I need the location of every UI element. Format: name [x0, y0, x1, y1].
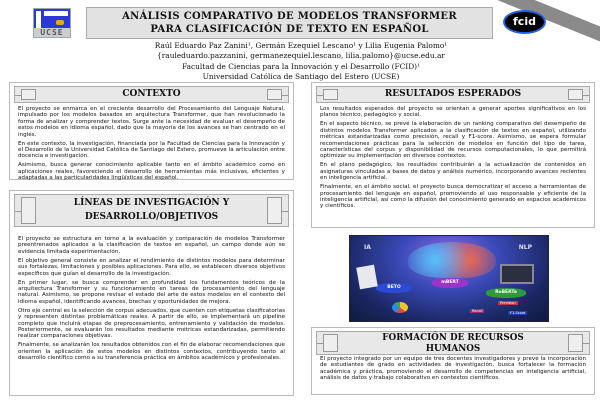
model-beto: BETO	[376, 283, 412, 293]
paragraph: El proyecto se enmarca en el creciente desarrollo del Procesamiento del Lenguaje Natural, impulsado por los modelos basados en arquitectura Transformer, que han revolucionado la forma de analizar y comprender textos. Surge ante la necesidad de evaluar el desempeño de estos modelos en idioma español, dado que la mayoría de los avances se han centrado en el inglés.	[18, 106, 285, 138]
section-contexto	[9, 82, 294, 180]
heading-ornament-right	[568, 89, 583, 100]
paragraph: En este contexto, la investigación, financiada por la Facultad de Ciencias para la Innovación y el Desarrollo de la Universidad Católica de Santiago del Estero, promueve la articulación entre docencia e investigación.	[18, 140, 285, 160]
section-heading: RESULTADOS ESPERADOS	[316, 86, 590, 103]
laptop-icon	[500, 264, 534, 284]
section-formacion-recursos	[311, 327, 595, 395]
heading-ornament-left	[323, 334, 338, 352]
heading-ornament-right	[267, 197, 282, 224]
section-lineas-investigacion	[9, 190, 294, 396]
ai-nlp-illustration	[349, 235, 549, 322]
poster-title	[86, 7, 493, 39]
section-heading: LÍNEAS DE INVESTIGACIÓN Y DESARROLLO/OBJETIVOS	[14, 194, 289, 227]
label-nlp: NLP	[518, 244, 532, 251]
section-resultados-esperados	[311, 82, 595, 228]
paragraph: Finalmente, se analizarán los resultados obtenidos con el fin de elaborar recomendaciones que orienten la aplicación de estos modelos en distintos contextos, contribuyendo tanto al desarrollo científico como a su transferencia práctica en ámbitos académicos y profesionales.	[18, 342, 285, 362]
heading-ornament-left	[21, 197, 36, 224]
metric-f1: F1-Score	[510, 311, 526, 315]
metric-recall: Recall	[472, 309, 483, 313]
paragraph: El objetivo general consiste en analizar el rendimiento de distintos modelos para determinar sus fortalezas, limitaciones y posibles aplicaciones. Para ello, se establecen diversos objetivos específicos que guían el desarrollo de la investigación.	[18, 257, 285, 277]
paragraph: En primer lugar, se busca comprender en profundidad los fundamentos teóricos de la arquitectura Transformer y su funcionamiento en tareas de procesamiento del lenguaje natural. Asimismo, se propone revisar el estado del arte de estos modelos en el contexto del idioma español, identificando avances, brechas y oportunidades de mejora.	[18, 279, 285, 305]
title-line-1: ANÁLISIS COMPARATIVO DE MODELOS TRANSFORMER	[122, 11, 457, 22]
brain-graphic	[408, 242, 496, 278]
ucse-logo: UCSE	[33, 8, 71, 38]
pie-chart-icon	[392, 302, 408, 313]
heading-ornament-left	[21, 89, 36, 100]
section-heading: FORMACIÓN DE RECURSOS HUMANOS	[316, 331, 590, 355]
university-name: Universidad Católica de Santiago del Estero (UCSE)	[202, 71, 400, 81]
faculty-name: Facultad de Ciencias para la Innovación y el Desarrollo (FCID)¹	[182, 61, 420, 71]
paragraph: Otro eje central es la selección de corpus adecuados, que cuenten con etiquetas clasificatorias y representen distintas problemáticas reales. A partir de ello, se implementará un pipeline completo que incluirá etapas de preprocesamiento, entrenamiento y validación de modelos. Posteriormente, se evaluarán los resultados mediante métricas estandarizadas, permitiendo realizar comparaciones objetivas.	[18, 307, 285, 340]
document-stack-icon	[356, 265, 378, 290]
model-roberta: RoBERTa	[486, 288, 526, 298]
paragraph: Finalmente, en el ámbito social, el proyecto busca democratizar el acceso a herramientas de procesamiento del lenguaje en español, promoviendo el uso responsable y eficiente de la inteligencia artificial, así como la difusión del conocimiento generado en espacios académicos y científicos.	[320, 184, 586, 210]
authors-block	[86, 41, 516, 82]
paragraph: El proyecto integrado por un equipo de tres docentes investigadores y prevé la incorporación de estudiantes de grado en actividades de investigación, busca fortalecer la formación académica y práctica, promoviendo el desarrollo de competencias en inteligencia artificial, análisis de datos y trabajo colaborativo en contextos científicos.	[320, 356, 586, 382]
heading-ornament-left	[323, 89, 338, 100]
author-names: Raúl Eduardo Paz Zanini¹, Germán Ezequiel Lescano¹ y Lilia Eugenia Palomo¹	[154, 41, 448, 50]
paragraph: En el aspecto técnico, se prevé la elaboración de un ranking comparativo del desempeño de distintos modelos Transformer aplicados a la clasificación de textos en español, utilizando métricas estandarizadas como precisión, recall y F1-score. Asimismo, se espera formular recomendaciones prácticas para la selección de modelos en función del tipo de tarea, características del corpus y disponibilidad de recursos computacionales, lo que permitirá optimizar su implementación en diversos contextos.	[320, 121, 586, 160]
paragraph: El proyecto se estructura en torno a la evaluación y comparación de modelos Transformer preentrenados aplicados a la clasificación de textos en español, un campo donde aún se evidencia limitada experimentación.	[18, 236, 285, 255]
paragraph: En el plano pedagógico, los resultados contribuirán a la actualización de contenidos en asignaturas vinculadas a bases de datos y análisis numérico, incorporando avances recientes en inteligencia artificial.	[320, 162, 586, 182]
author-emails: {rauleduardo.pazzanini, germanezequiel.lescano, lilia.palomo}@ucse.edu.ar	[157, 51, 445, 61]
heading-ornament-right	[568, 334, 583, 352]
section-heading: CONTEXTO	[14, 86, 289, 103]
paragraph: Los resultados esperados del proyecto se orientan a generar aportes significativos en los planos técnico, pedagógico y social.	[320, 106, 586, 119]
heading-ornament-right	[267, 89, 282, 100]
model-mbert: mBERT	[432, 278, 468, 288]
metric-precision: Precision	[500, 301, 516, 305]
label-ia: IA	[364, 244, 371, 251]
title-line-2: PARA CLASIFICACIÓN DE TEXTO EN ESPAÑOL	[150, 23, 429, 35]
paragraph: Asimismo, busca generar conocimiento aplicable tanto en el ámbito académico como en aplicaciones reales, favoreciendo el desarrollo de herramientas más inclusivas, eficientes y adaptadas a las particularidades lingüísticas del español.	[18, 162, 285, 182]
fcid-logo: fcid	[503, 10, 546, 34]
